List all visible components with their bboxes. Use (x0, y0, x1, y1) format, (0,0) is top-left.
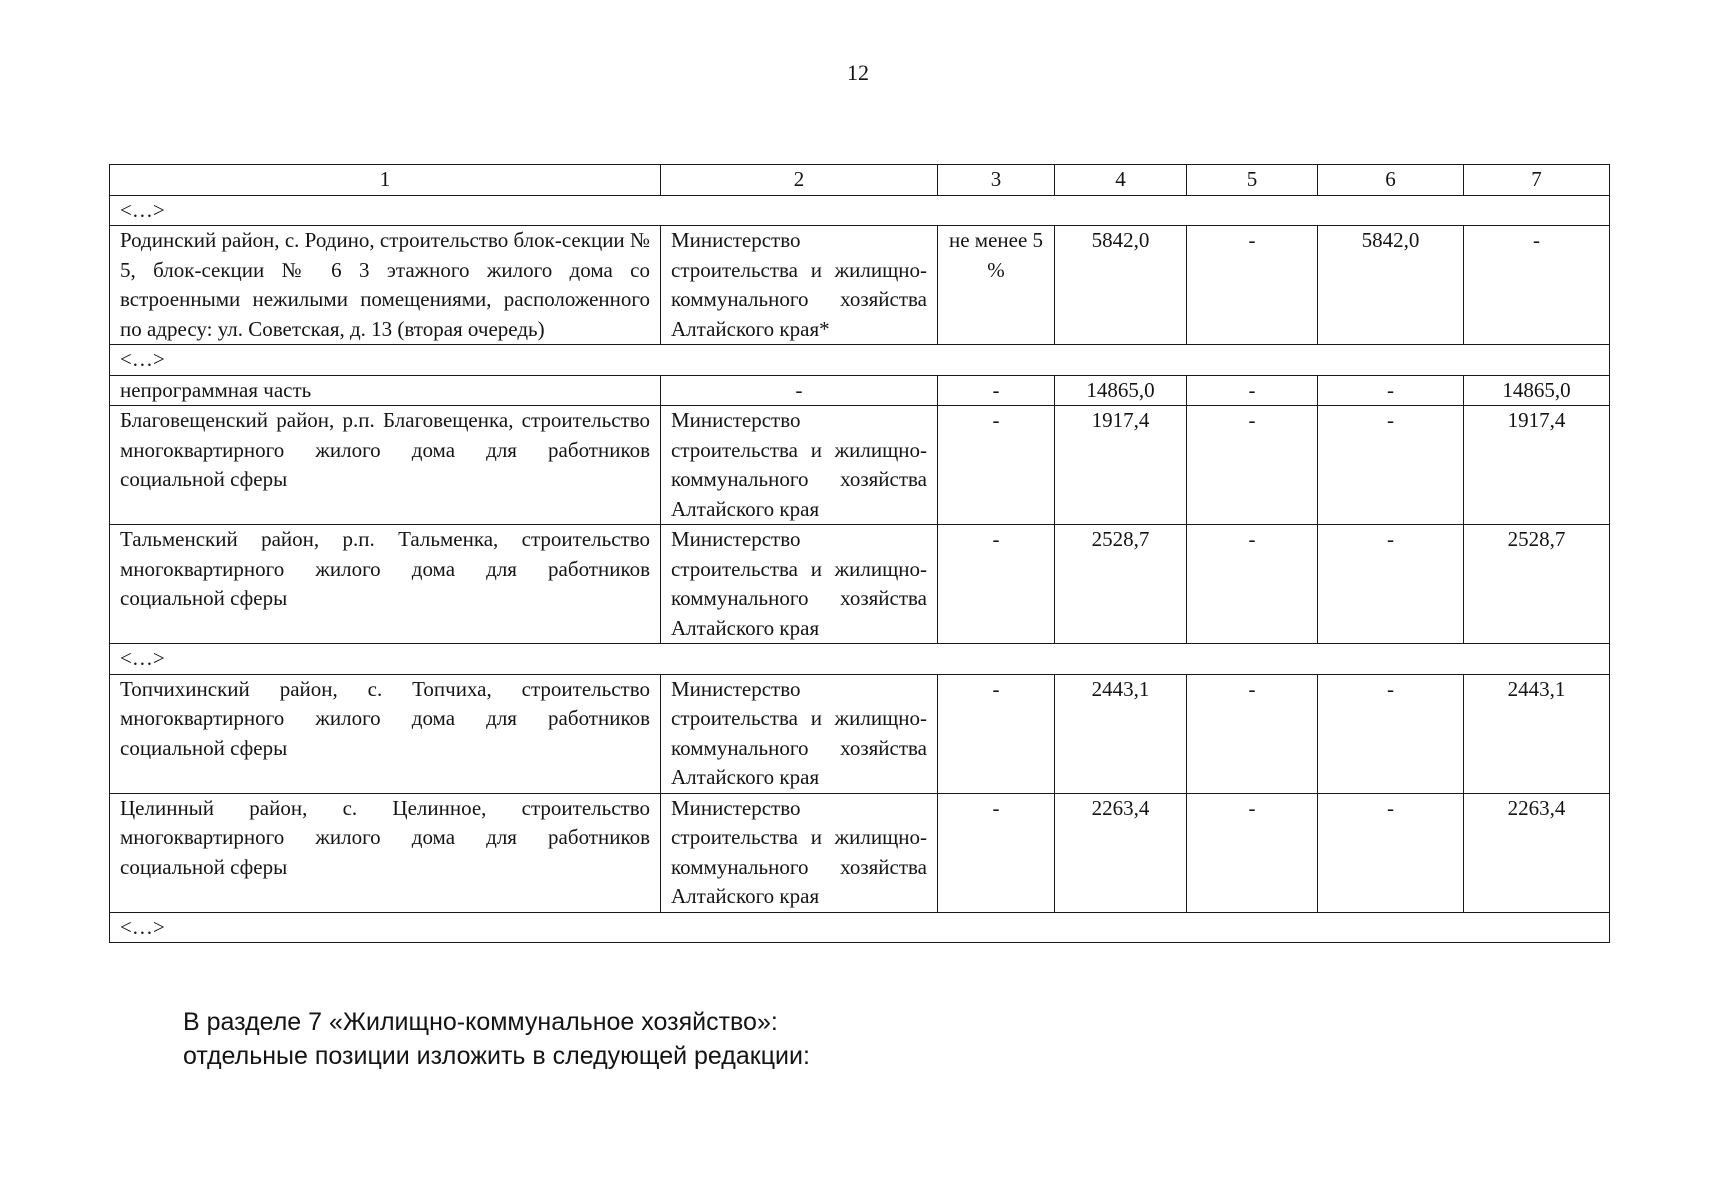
responsible-org-cell: Министерство строительства и жилищно-коммунального хозяйства Алтайского края (661, 406, 938, 525)
ellipsis-cell: <…> (110, 644, 1610, 675)
table-row (110, 674, 1610, 793)
ellipsis-row (110, 195, 1610, 226)
col7-cell: 2528,7 (1464, 525, 1610, 644)
page-number: 12 (847, 60, 869, 85)
header-cell-4: 4 (1055, 165, 1187, 196)
table-row (110, 793, 1610, 912)
col5-cell: - (1187, 406, 1318, 525)
col6-cell: - (1318, 406, 1464, 525)
col6-cell: - (1318, 525, 1464, 644)
col4-cell: 2263,4 (1055, 793, 1187, 912)
table-body (110, 195, 1610, 943)
col3-cell: - (938, 793, 1055, 912)
responsible-org-cell: Министерство строительства и жилищно-коммунального хозяйства Алтайского края (661, 674, 938, 793)
table-row (110, 226, 1610, 345)
ellipsis-cell: <…> (110, 195, 1610, 226)
project-description-cell: Благовещенский район, р.п. Благовещенка, строительство многоквартирного жилого дома для работников социальной сферы (110, 406, 661, 525)
col6-cell: - (1318, 793, 1464, 912)
ellipsis-row (110, 644, 1610, 675)
instruction-line-1: В разделе 7 «Жилищно-коммунальное хозяйство»: (183, 1008, 778, 1036)
col6-cell: 5842,0 (1318, 226, 1464, 345)
header-cell-1: 1 (110, 165, 661, 196)
responsible-org-cell: Министерство строительства и жилищно-коммунального хозяйства Алтайского края* (661, 226, 938, 345)
project-description-cell: Целинный район, с. Целинное, строительство многоквартирного жилого дома для работников социальной сферы (110, 793, 661, 912)
col7-cell: 2443,1 (1464, 674, 1610, 793)
col5-cell: - (1187, 226, 1318, 345)
header-cell-3: 3 (938, 165, 1055, 196)
col6-cell: - (1318, 674, 1464, 793)
col3-cell: - (938, 525, 1055, 644)
header-cell-2: 2 (661, 165, 938, 196)
header-cell-7: 7 (1464, 165, 1610, 196)
table-row (110, 375, 1610, 406)
col3-cell: - (938, 406, 1055, 525)
ellipsis-row (110, 912, 1610, 943)
col5-cell: - (1187, 674, 1318, 793)
col7-cell: - (1464, 226, 1610, 345)
col4-cell: 5842,0 (1055, 226, 1187, 345)
col4-cell: 2443,1 (1055, 674, 1187, 793)
col4-cell: 14865,0 (1055, 375, 1187, 406)
instruction-line-2: отдельные позиции изложить в следующей редакции: (183, 1042, 810, 1070)
col4-cell: 2528,7 (1055, 525, 1187, 644)
header-row (110, 165, 1610, 196)
header-cell-5: 5 (1187, 165, 1318, 196)
col3-cell: - (938, 674, 1055, 793)
col3-cell: не менее 5 % (938, 226, 1055, 345)
col5-cell: - (1187, 375, 1318, 406)
project-description-cell: непрограммная часть (110, 375, 661, 406)
col5-cell: - (1187, 525, 1318, 644)
col6-cell: - (1318, 375, 1464, 406)
section-instruction (183, 1005, 810, 1073)
ellipsis-cell: <…> (110, 912, 1610, 943)
col5-cell: - (1187, 793, 1318, 912)
project-description-cell: Топчихинский район, с. Топчиха, строительство многоквартирного жилого дома для работников социальной сферы (110, 674, 661, 793)
col7-cell: 1917,4 (1464, 406, 1610, 525)
project-description-cell: Родинский район, с. Родино, строительство блок-секции № 5, блок-секции № 6 3 этажного жилого дома со встроенными нежилыми помещениями, расположенного по адресу: ул. Советская, д. 13 (вторая очередь) (110, 226, 661, 345)
table-row (110, 525, 1610, 644)
budget-table (109, 164, 1610, 943)
col7-cell: 2263,4 (1464, 793, 1610, 912)
responsible-org-cell: Министерство строительства и жилищно-коммунального хозяйства Алтайского края (661, 525, 938, 644)
ellipsis-row (110, 345, 1610, 376)
table-row (110, 406, 1610, 525)
responsible-org-cell: - (661, 375, 938, 406)
col4-cell: 1917,4 (1055, 406, 1187, 525)
ellipsis-cell: <…> (110, 345, 1610, 376)
project-description-cell: Тальменский район, р.п. Тальменка, строительство многоквартирного жилого дома для работников социальной сферы (110, 525, 661, 644)
responsible-org-cell: Министерство строительства и жилищно-коммунального хозяйства Алтайского края (661, 793, 938, 912)
col3-cell: - (938, 375, 1055, 406)
col7-cell: 14865,0 (1464, 375, 1610, 406)
header-cell-6: 6 (1318, 165, 1464, 196)
